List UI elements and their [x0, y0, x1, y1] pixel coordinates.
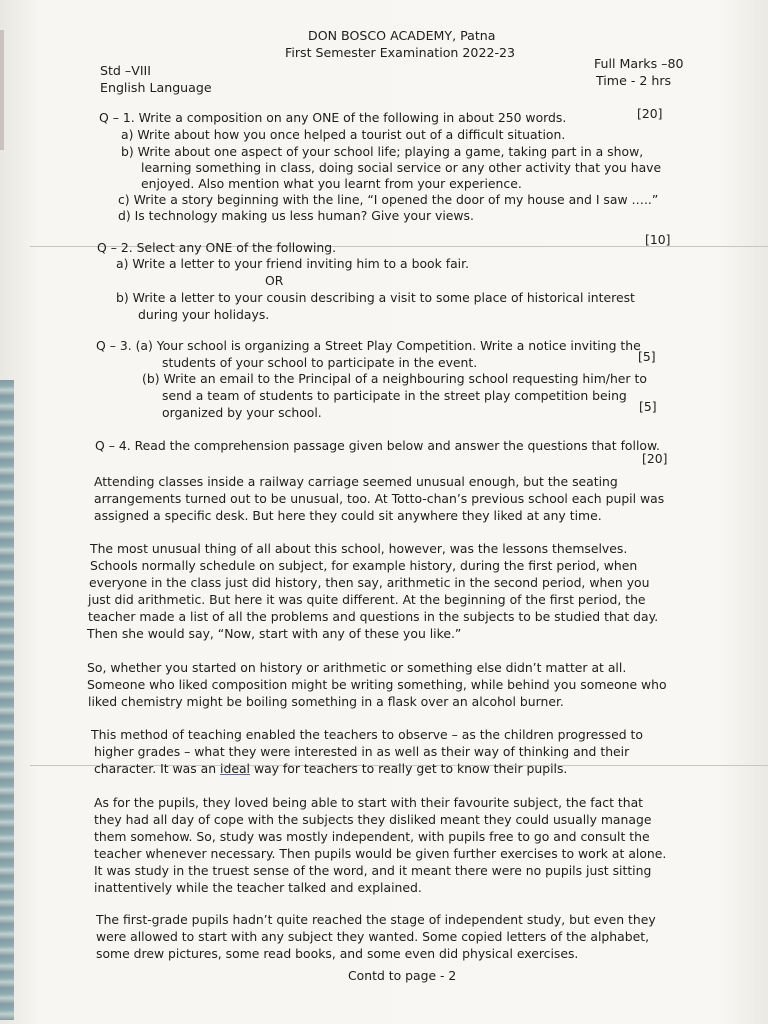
q2-stem: Q – 2. Select any ONE of the following.	[97, 240, 337, 255]
std-label: Std –VIII	[100, 63, 151, 78]
passage-line: teacher whenever necessary. Then pupils would be given further exercises to work at alone.	[94, 846, 667, 861]
passage-line: This method of teaching enabled the teachers to observe – as the children progressed to	[91, 727, 643, 742]
passage-line: higher grades – what they were interested in as well as their way of thinking and their	[94, 744, 630, 759]
q1-option-b: b) Write about one aspect of your school life; playing a game, taking part in a show,	[121, 144, 644, 159]
passage-line: liked chemistry might be boiling something in a flask over an alcohol burner.	[88, 694, 564, 709]
q2-or: OR	[265, 273, 284, 288]
q2-option-b: b) Write a letter to your cousin describing a visit to some place of historical interest	[116, 290, 635, 305]
q1-marks: [20]	[637, 106, 663, 121]
full-marks: Full Marks –80	[594, 56, 684, 71]
passage-line: Someone who liked composition might be writing something, while behind you someone who	[87, 677, 667, 692]
passage-line: just did arithmetic. But here it was quite different. At the beginning of the first period, the	[88, 592, 646, 607]
passage-line: everyone in the class just did history, then say, arithmetic in the second period, when you	[89, 575, 650, 590]
passage-line: some drew pictures, some read books, and some even did physical exercises.	[96, 946, 579, 961]
time-label: Time - 2 hrs	[596, 73, 672, 88]
passage-line: Schools normally schedule on subject, for example history, during the first period, when	[90, 558, 638, 573]
passage-line: arrangements turned out to be unusual, too. At Totto-chan’s previous school each pupil was	[94, 491, 665, 506]
continued-note: Contd to page - 2	[348, 968, 457, 983]
q4-stem: Q – 4. Read the comprehension passage given below and answer the questions that follow.	[95, 438, 660, 453]
passage-line: were allowed to start with any subject they wanted. Some copied letters of the alphabet,	[96, 929, 650, 944]
q1-option-b-line2: learning something in class, doing social service or any other activity that you have	[141, 160, 662, 175]
q1-option-d: d) Is technology making us less human? Give your views.	[118, 208, 474, 223]
exam-title: First Semester Examination 2022-23	[285, 45, 516, 60]
q3-part-a: Q – 3. (a) Your school is organizing a Street Play Competition. Write a notice inviting the	[96, 338, 641, 353]
q1-option-c: c) Write a story beginning with the line, “I opened the door of my house and I saw …..”	[118, 192, 659, 207]
passage-line: The most unusual thing of all about this school, however, was the lessons themselves.	[90, 541, 628, 556]
passage-line: them somehow. So, study was mostly independent, with pupils free to go and consult the	[94, 829, 650, 844]
passage-line: assigned a specific desk. But here they could sit anywhere they liked at any time.	[94, 508, 602, 523]
passage-line: teacher made a list of all the problems and questions in the subjects to be studied that day.	[88, 609, 659, 624]
school-name: DON BOSCO ACADEMY, Patna	[308, 28, 496, 43]
q3-part-b-line2: send a team of students to participate in the street play competition being	[162, 388, 627, 403]
passage-line: Attending classes inside a railway carriage seemed unusual enough, but the seating	[94, 474, 618, 489]
q1-option-a: a) Write about how you once helped a tourist out of a difficult situation.	[121, 127, 566, 142]
underlined-word: ideal	[220, 761, 250, 776]
q1-stem: Q – 1. Write a composition on any ONE of the following in about 250 words.	[99, 110, 567, 125]
q3-part-b-marks: [5]	[639, 399, 657, 414]
scan-edge-binding	[0, 380, 14, 1020]
q4-marks: [20]	[642, 451, 668, 466]
q3-part-b: (b) Write an email to the Principal of a neighbouring school requesting him/her to	[142, 371, 647, 386]
passage-line: The first-grade pupils hadn’t quite reached the stage of independent study, but even they	[96, 912, 656, 927]
q3-part-a-marks: [5]	[638, 349, 656, 364]
q3-part-b-line3: organized by your school.	[162, 405, 322, 420]
q2-option-b-line2: during your holidays.	[138, 307, 270, 322]
q2-marks: [10]	[645, 232, 671, 247]
passage-line: inattentively while the teacher talked and explained.	[94, 880, 422, 895]
passage-line: character. It was an ideal way for teachers to really get to know their pupils.	[94, 761, 568, 776]
passage-line: So, whether you started on history or arithmetic or something else didn’t matter at all.	[87, 660, 627, 675]
q1-option-b-line3: enjoyed. Also mention what you learnt from your experience.	[141, 176, 522, 191]
subject-label: English Language	[100, 80, 212, 95]
passage-line: they had all day of cope with the subjects they disliked meant they could usually manage	[94, 812, 652, 827]
passage-line: It was study in the truest sense of the word, and it meant there were no pupils just sitting	[94, 863, 652, 878]
q3-part-a-line2: students of your school to participate in the event.	[162, 355, 478, 370]
scan-edge-top	[0, 30, 4, 150]
passage-line: Then she would say, “Now, start with any of these you like.”	[87, 626, 462, 641]
q2-option-a: a) Write a letter to your friend inviting him to a book fair.	[116, 256, 470, 271]
passage-line: As for the pupils, they loved being able to start with their favourite subject, the fact that	[94, 795, 644, 810]
